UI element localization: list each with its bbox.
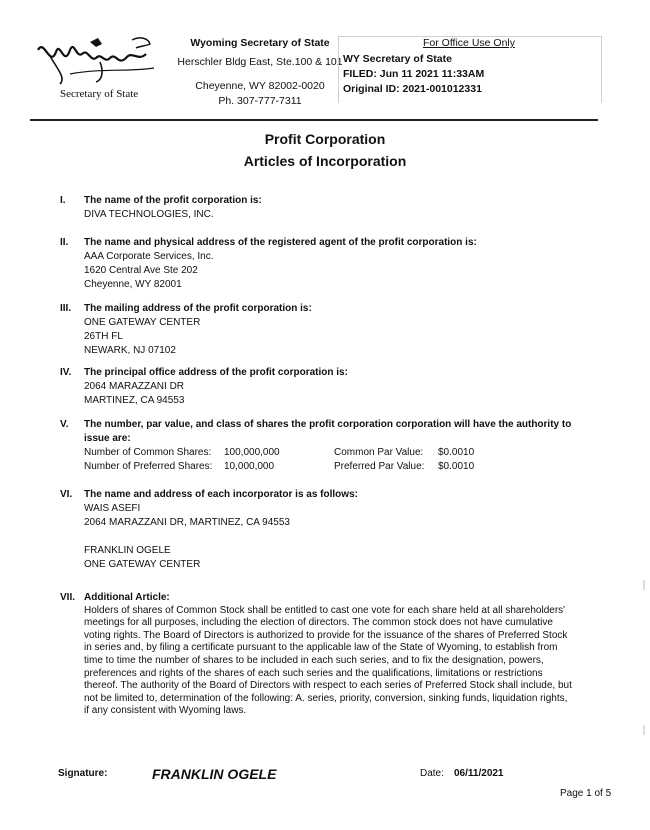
shares-table — [84, 446, 584, 474]
office-use-line-1: WY Secretary of State — [343, 53, 452, 65]
header-divider — [30, 119, 598, 121]
common-par-label: Common Par Value: — [334, 447, 424, 458]
date-value: 06/11/2021 — [454, 768, 504, 779]
common-par-value: $0.0010 — [438, 447, 475, 458]
incorporator-address: ONE GATEWAY CENTER — [84, 559, 201, 570]
preferred-shares-label: Number of Preferred Shares: — [84, 461, 213, 472]
additional-article-line: in series and, by filing a certificate pursuant to the applicable law of the State of Wyoming, to establish from — [84, 642, 558, 654]
section-line: ONE GATEWAY CENTER — [84, 317, 201, 328]
common-shares-label: Number of Common Shares: — [84, 447, 212, 458]
section-number: II. — [60, 237, 69, 248]
preferred-par-label: Preferred Par Value: — [334, 461, 425, 472]
section-heading: The name of the profit corporation is: — [84, 195, 262, 206]
section-heading: The principal office address of the profit corporation is: — [84, 367, 348, 378]
common-shares-value: 100,000,000 — [224, 447, 280, 458]
signature-value: FRANKLIN OGELE — [152, 766, 277, 782]
scan-mark — [643, 725, 645, 735]
preferred-shares-value: 10,000,000 — [224, 461, 275, 472]
incorporator-name: FRANKLIN OGELE — [84, 545, 171, 556]
address-line-2: Cheyenne, WY 82002-0020 — [195, 80, 325, 92]
section-line: 26TH FL — [84, 331, 123, 342]
section-number: VI. — [60, 489, 73, 500]
section-heading: The name and address of each incorporator is as follows: — [84, 489, 358, 500]
date-label: Date: — [420, 768, 444, 779]
office-use-box — [338, 36, 602, 103]
section-line: AAA Corporate Services, Inc. — [84, 251, 214, 262]
preferred-par-value: $0.0010 — [438, 461, 475, 472]
section-line: MARTINEZ, CA 94553 — [84, 395, 185, 406]
section-heading: The number, par value, and class of shares the profit corporation corporation will have the authority to issue are: — [84, 419, 572, 444]
additional-article-line: thereof. The authority of the Board of Directors with respect to each series of Preferred Stock shall include, but — [84, 680, 572, 692]
additional-article-line: meetings for all purposes, including the election of directors. The common stock does not have cumulative — [84, 617, 553, 629]
additional-article-line: preferences and rights of the shares of each such series and the qualifications, limitations or restrictions — [84, 667, 543, 679]
document-subtitle: Articles of Incorporation — [243, 153, 407, 169]
section-number: IV. — [60, 367, 72, 378]
logo-subtitle: Secretary of State — [60, 88, 139, 100]
page-number: Page 1 of 5 — [560, 788, 612, 799]
additional-article-line: time to time the number of shares to be included in each such series, and to fix the designation, powers, — [84, 654, 544, 666]
additional-article-line: voting rights. The Board of Directors is authorized to provide for the issuance of the shares of Preferred Stock — [84, 629, 568, 641]
section-line: DIVA TECHNOLOGIES, INC. — [84, 209, 214, 220]
wyoming-script-logo — [30, 28, 160, 88]
section-line: 2064 MARAZZANI DR — [84, 381, 185, 392]
office-address-block — [160, 36, 360, 109]
section-line: NEWARK, NJ 07102 — [84, 345, 176, 356]
filed-stamp: FILED: Jun 11 2021 11:33AM — [343, 68, 485, 80]
section-heading: The mailing address of the profit corporation is: — [84, 303, 312, 314]
section-number: VII. — [60, 592, 76, 603]
additional-article-line: if any consistent with Wyoming laws. — [84, 705, 247, 717]
section-line: Cheyenne, WY 82001 — [84, 279, 182, 290]
section-heading: Additional Article: — [84, 592, 170, 603]
section-heading: The name and physical address of the registered agent of the profit corporation is: — [84, 237, 477, 248]
document-title: Profit Corporation — [264, 131, 386, 147]
phone: Ph. 307-777-7311 — [218, 95, 302, 107]
section-number: III. — [60, 303, 72, 314]
original-id: Original ID: 2021-001012331 — [343, 83, 482, 95]
additional-article-line: Holders of shares of Common Stock shall be entitled to cast one vote for each share held at all shareholders' — [84, 604, 566, 616]
incorporator-name: WAIS ASEFI — [84, 503, 141, 514]
section-number: V. — [60, 419, 69, 430]
incorporator-address: 2064 MARAZZANI DR, MARTINEZ, CA 94553 — [84, 517, 290, 528]
section-number: I. — [60, 195, 66, 206]
signature-label: Signature: — [58, 768, 108, 779]
address-line-1: Herschler Bldg East, Ste.100 & 101 — [177, 56, 343, 68]
additional-article-line: not be limited to, determination of the following: A. series, priority, conversion, sinking funds, liquidation rights, — [84, 692, 568, 704]
office-use-title: For Office Use Only — [423, 37, 515, 49]
section-line: 1620 Central Ave Ste 202 — [84, 265, 198, 276]
office-name: Wyoming Secretary of State — [190, 37, 330, 49]
scan-mark — [643, 580, 645, 590]
